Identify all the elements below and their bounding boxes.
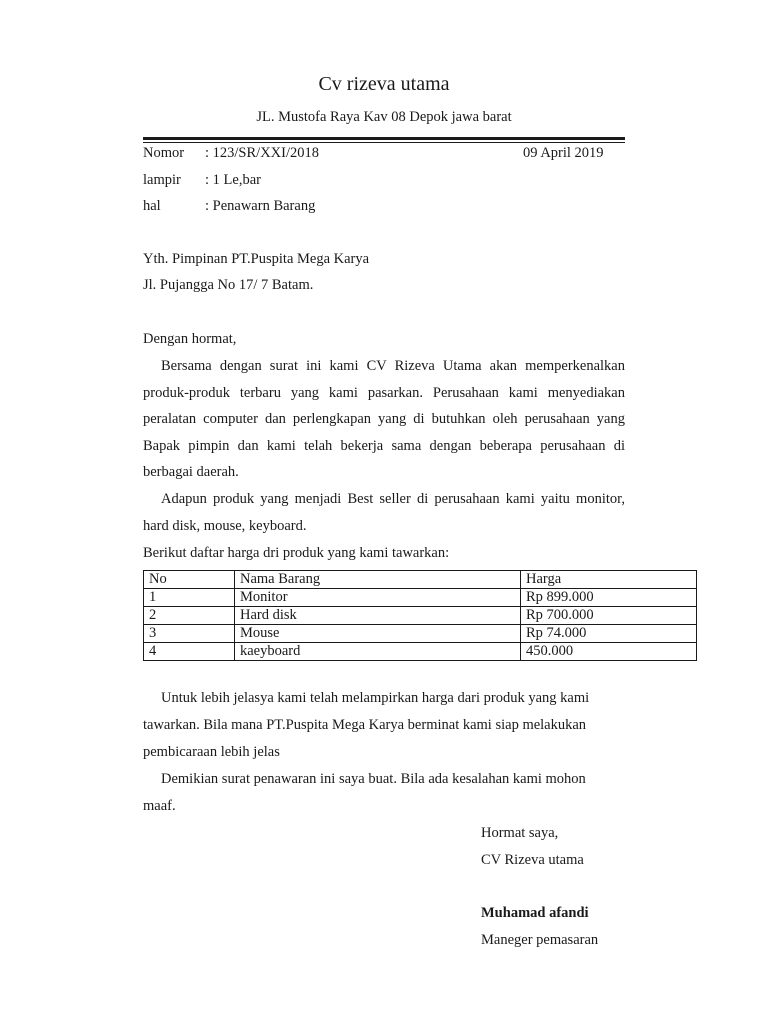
cell-no: 2 xyxy=(144,607,235,625)
cell-no: 3 xyxy=(144,625,235,643)
recipient-line-1: Yth. Pimpinan PT.Puspita Mega Karya xyxy=(143,251,370,267)
table-intro: Berikut daftar harga dri produk yang kami tawarkan: xyxy=(143,545,450,561)
table-row xyxy=(144,589,697,607)
cell-no: 1 xyxy=(144,589,235,607)
letterhead-rule-thin xyxy=(143,142,625,143)
cell-nama-barang: kaeyboard xyxy=(235,643,521,661)
letterhead-rule-thick xyxy=(143,137,625,140)
lampir-label: lampir xyxy=(143,172,181,188)
company-address: JL. Mustofa Raya Kav 08 Depok jawa barat xyxy=(256,109,512,125)
para3-line: Untuk lebih jelasya kami telah melampirkan harga dari produk yang kami xyxy=(161,690,590,706)
signature-company: CV Rizeva utama xyxy=(481,852,584,868)
company-title: Cv rizeva utama xyxy=(318,73,450,95)
cell-no: 4 xyxy=(144,643,235,661)
cell-nama-barang: Hard disk xyxy=(235,607,521,625)
header-no: No xyxy=(144,571,235,589)
para1-line: produk-produk terbaru yang kami pasarkan. Perusahaan kami menyediakan xyxy=(143,385,625,401)
nomor-label: Nomor xyxy=(143,145,185,161)
para3-line: tawarkan. Bila mana PT.Puspita Mega Karya berminat kami siap melakukan xyxy=(143,717,587,733)
para1-line: peralatan computer dan perlengkapan yang di butuhkan oleh perusahaan yang xyxy=(143,411,625,427)
para4-line: maaf. xyxy=(143,798,176,814)
price-table xyxy=(143,570,697,661)
signatory-title: Maneger pemasaran xyxy=(481,932,599,948)
lampir-value: : 1 Le,bar xyxy=(205,172,261,188)
hal-label: hal xyxy=(143,198,161,214)
greeting: Dengan hormat, xyxy=(143,331,237,347)
table-row xyxy=(144,625,697,643)
para4-line: Demikian surat penawaran ini saya buat. Bila ada kesalahan kami mohon xyxy=(161,771,586,787)
para1-line: Bapak pimpin dan kami telah bekerja sama dengan beberapa perusahaan di xyxy=(143,438,625,454)
cell-harga: Rp 74.000 xyxy=(521,625,697,643)
header-nama-barang: Nama Barang xyxy=(235,571,521,589)
para2-line: hard disk, mouse, keyboard. xyxy=(143,518,307,534)
para3-line: pembicaraan lebih jelas xyxy=(143,744,280,760)
cell-harga: Rp 899.000 xyxy=(521,589,697,607)
table-row xyxy=(144,607,697,625)
table-header-row xyxy=(144,571,697,589)
table-row xyxy=(144,643,697,661)
cell-nama-barang: Mouse xyxy=(235,625,521,643)
recipient-line-2: Jl. Pujangga No 17/ 7 Batam. xyxy=(143,277,314,293)
para1-line: berbagai daerah. xyxy=(143,464,239,480)
hal-value: : Penawarn Barang xyxy=(205,198,316,214)
cell-nama-barang: Monitor xyxy=(235,589,521,607)
letter-date: 09 April 2019 xyxy=(523,145,604,161)
signatory-name: Muhamad afandi xyxy=(481,905,589,921)
cell-harga: 450.000 xyxy=(521,643,697,661)
para2-line: Adapun produk yang menjadi Best seller di perusahaan kami yaitu monitor, xyxy=(161,491,625,507)
header-harga: Harga xyxy=(521,571,697,589)
nomor-value: : 123/SR/XXI/2018 xyxy=(205,145,319,161)
para1-line: Bersama dengan surat ini kami CV Rizeva Utama akan memperkenalkan xyxy=(161,358,625,374)
cell-harga: Rp 700.000 xyxy=(521,607,697,625)
closing: Hormat saya, xyxy=(481,825,559,841)
